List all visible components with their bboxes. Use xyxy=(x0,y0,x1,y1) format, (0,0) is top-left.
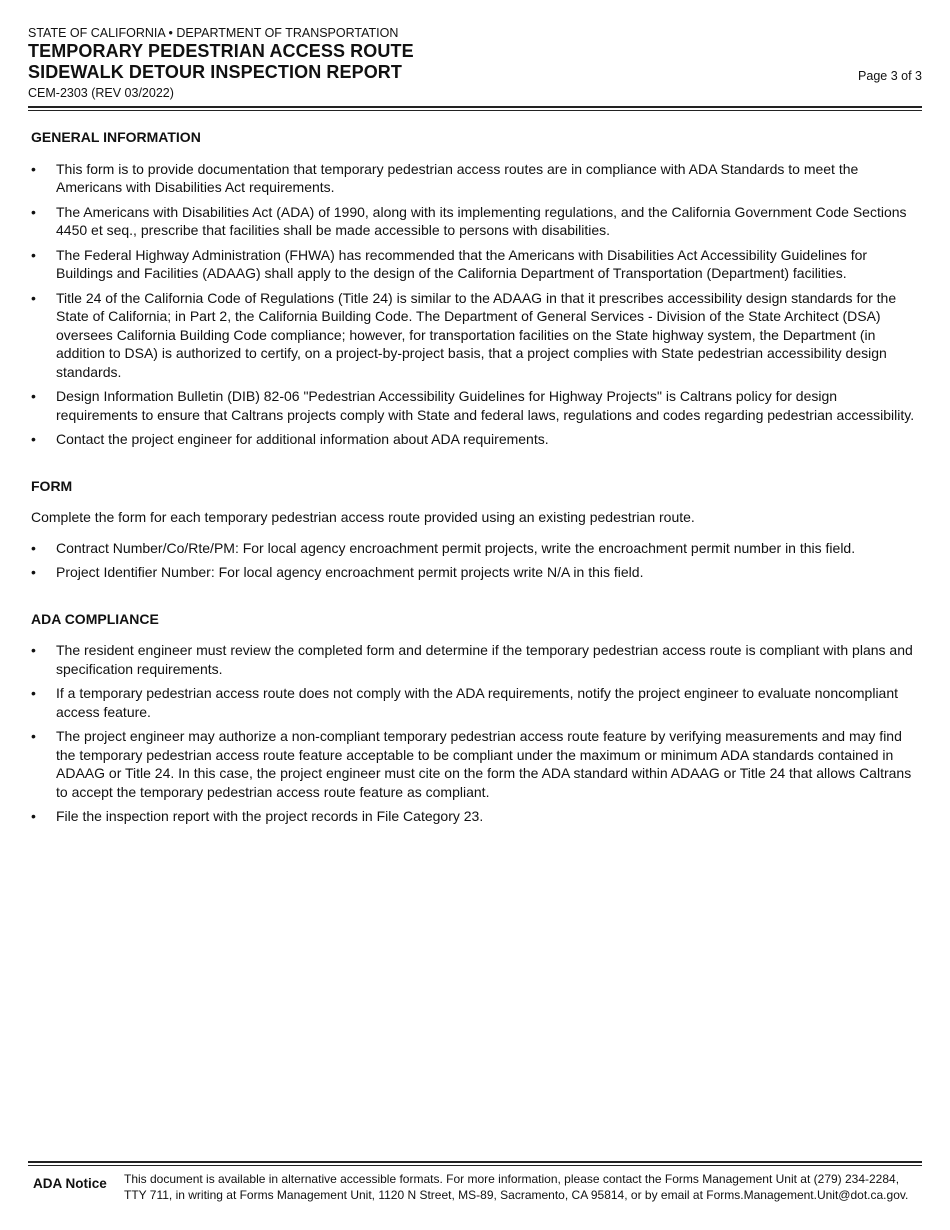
list-item-text: File the inspection report with the project records in File Category 23. xyxy=(56,808,484,824)
general-information-list xyxy=(31,160,922,449)
bullet-glyph: • xyxy=(31,808,36,824)
list-item xyxy=(31,203,922,240)
form-title-line-1: TEMPORARY PEDESTRIAN ACCESS ROUTE xyxy=(28,41,414,61)
list-item xyxy=(31,539,922,558)
list-item xyxy=(31,684,922,721)
list-item xyxy=(31,289,922,382)
form-section xyxy=(31,477,922,582)
list-item-text: Contact the project engineer for additional information about ADA requirements. xyxy=(56,431,549,447)
form-list xyxy=(31,539,922,582)
list-item-text: The resident engineer must review the completed form and determine if the temporary pedestrian access route is compliant with plans and specification requirements. xyxy=(56,642,913,677)
bullet-glyph: • xyxy=(31,289,36,306)
header-divider-thick xyxy=(28,106,922,108)
bullet-glyph: • xyxy=(31,203,36,220)
list-item xyxy=(31,387,922,424)
ada-compliance-section xyxy=(31,610,922,826)
list-item-text: This form is to provide documentation that temporary pedestrian access routes are in compliance with ADA Standards to meet the Americans with Disabilities Act requirements. xyxy=(56,160,859,195)
bullet-glyph: • xyxy=(31,642,36,658)
agency-line: STATE OF CALIFORNIA • DEPARTMENT OF TRANSPORTATION xyxy=(28,26,399,40)
list-item-text: Contract Number/Co/Rte/PM: For local agency encroachment permit projects, write the encroachment permit number in this field. xyxy=(56,539,856,556)
list-item xyxy=(31,563,922,582)
ada-notice-label: ADA Notice xyxy=(33,1176,107,1191)
general-information-heading: GENERAL INFORMATION xyxy=(31,129,201,145)
ada-notice-text: This document is available in alternative accessible formats. For more information, please contact the Forms Management Unit at (279) 234-2284, TTY 711, in writing at Forms Management Unit, 1120 N Street, MS-89, Sacramento, CA 95814, or by email at Forms.Management.Unit@dot.ca.gov. xyxy=(124,1172,909,1202)
list-item-text: Design Information Bulletin (DIB) 82-06 "Pedestrian Accessibility Guidelines for Highway Projects" is Caltrans policy for design requirements to ensure that Caltrans projects comply with State and federal laws, regulations and codes regarding pedestrian accessibility. xyxy=(56,388,915,423)
list-item xyxy=(31,641,922,678)
list-item xyxy=(31,727,922,801)
list-item-text: The Americans with Disabilities Act (ADA) of 1990, along with its implementing regulations, and the California Government Code Sections 4450 et seq., prescribe that facilities shall be made accessible to persons with disabilities. xyxy=(56,203,907,238)
footer-divider-thick xyxy=(28,1161,922,1163)
bullet-glyph: • xyxy=(31,160,36,177)
bullet-glyph: • xyxy=(31,431,36,447)
list-item-text: The Federal Highway Administration (FHWA) has recommended that the Americans with Disabilities Act Accessibility Guidelines for Buildings and Facilities (ADAAG) shall apply to the design of the California Department of Transportation (Department) facilities. xyxy=(56,246,868,281)
bullet-glyph: • xyxy=(31,564,36,580)
bullet-glyph: • xyxy=(31,388,36,404)
ada-compliance-list xyxy=(31,641,922,826)
ada-notice-footer xyxy=(33,1172,922,1203)
page-number: Page 3 of 3 xyxy=(858,69,922,83)
footer-divider-thin xyxy=(28,1165,922,1166)
header-divider-thin xyxy=(28,110,922,111)
list-item xyxy=(31,430,922,449)
list-item-text: Project Identifier Number: For local agency encroachment permit projects write N/A in this field. xyxy=(56,564,644,580)
bullet-glyph: • xyxy=(31,539,36,556)
form-title-line-2: SIDEWALK DETOUR INSPECTION REPORT xyxy=(28,62,402,82)
form-header xyxy=(28,26,922,110)
general-information-section xyxy=(31,128,922,449)
bullet-glyph: • xyxy=(31,728,36,744)
form-lead-text: Complete the form for each temporary pedestrian access route provided using an existing pedestrian route. xyxy=(31,509,695,525)
form-heading: FORM xyxy=(31,477,73,494)
list-item xyxy=(31,160,922,197)
bullet-glyph: • xyxy=(31,685,36,701)
list-item xyxy=(31,246,922,283)
list-item-text: Title 24 of the California Code of Regulations (Title 24) is similar to the ADAAG in that it prescribes accessibility design standards for the State of California; in Part 2, the California Building Code. The Department of General Services - Division of the State Architect (DSA) oversees California Building Code compliance; however, for transportation facilities on the State highway system, the Department (in addition to DSA) is authorized to certify, on a project-by-project basis, that a project complies with State pedestrian accessibility design standards. xyxy=(56,289,897,380)
instructions-body xyxy=(31,128,922,854)
form-number: CEM-2303 (REV 03/2022) xyxy=(28,86,174,100)
ada-compliance-heading: ADA COMPLIANCE xyxy=(31,610,159,627)
bullet-glyph: • xyxy=(31,246,36,263)
list-item xyxy=(31,807,922,826)
list-item-text: If a temporary pedestrian access route does not comply with the ADA requirements, notify the project engineer to evaluate noncompliant access feature. xyxy=(56,685,899,720)
list-item-text: The project engineer may authorize a non-compliant temporary pedestrian access route feature by verifying measurements and may find the temporary pedestrian access route feature acceptable to be compliant under the maximum or minimum ADA standards contained in ADAAG or Title 24. In this case, the project engineer must cite on the form the ADA standard within ADAAG or Title 24 that allows Caltrans to accept the temporary pedestrian access route feature as compliant. xyxy=(56,728,912,800)
